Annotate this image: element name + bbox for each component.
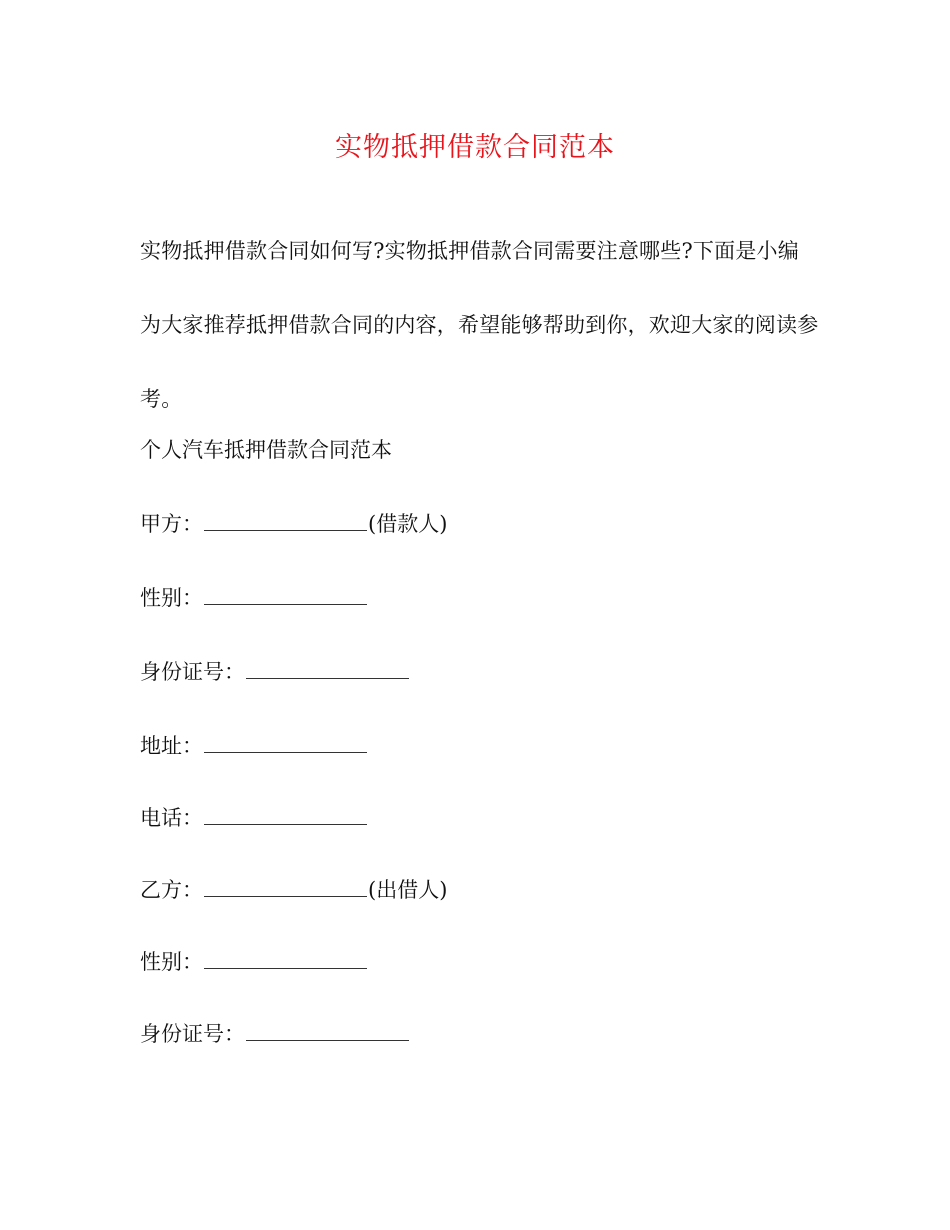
field-label: 身份证号： xyxy=(140,1022,245,1046)
intro-paragraph: 实物抵押借款合同如何写?实物抵押借款合同需要注意哪些?下面是小编为大家推荐抵押借款合同的内容，希望能够帮助到你，欢迎大家的阅读参考。 xyxy=(140,239,819,411)
blank-line xyxy=(204,878,367,897)
blank-line xyxy=(246,660,409,679)
field-suffix: (出借人) xyxy=(368,878,448,902)
section-heading: 个人汽车抵押借款合同范本 xyxy=(140,438,392,462)
field-label: 性别： xyxy=(140,586,203,610)
field-party-b-id xyxy=(140,1018,410,1050)
field-party-a-phone xyxy=(140,802,368,834)
field-label: 身份证号： xyxy=(140,660,245,684)
field-party-a-address xyxy=(140,730,368,762)
field-label: 甲方： xyxy=(140,512,203,536)
field-label: 电话： xyxy=(140,806,203,830)
blank-line xyxy=(204,950,367,969)
field-party-b-gender xyxy=(140,946,368,978)
blank-line xyxy=(204,512,367,531)
field-label: 地址： xyxy=(140,734,203,758)
field-label: 性别： xyxy=(140,950,203,974)
field-party-a-gender xyxy=(140,582,368,614)
field-party-a-id xyxy=(140,656,410,688)
blank-line xyxy=(204,734,367,753)
field-party-a xyxy=(140,508,447,540)
field-party-b xyxy=(140,874,447,906)
field-suffix: (借款人) xyxy=(368,512,448,536)
blank-line xyxy=(246,1022,409,1041)
blank-line xyxy=(204,806,367,825)
field-label: 乙方： xyxy=(140,878,203,902)
document-title: 实物抵押借款合同范本 xyxy=(335,132,615,163)
blank-line xyxy=(204,586,367,605)
